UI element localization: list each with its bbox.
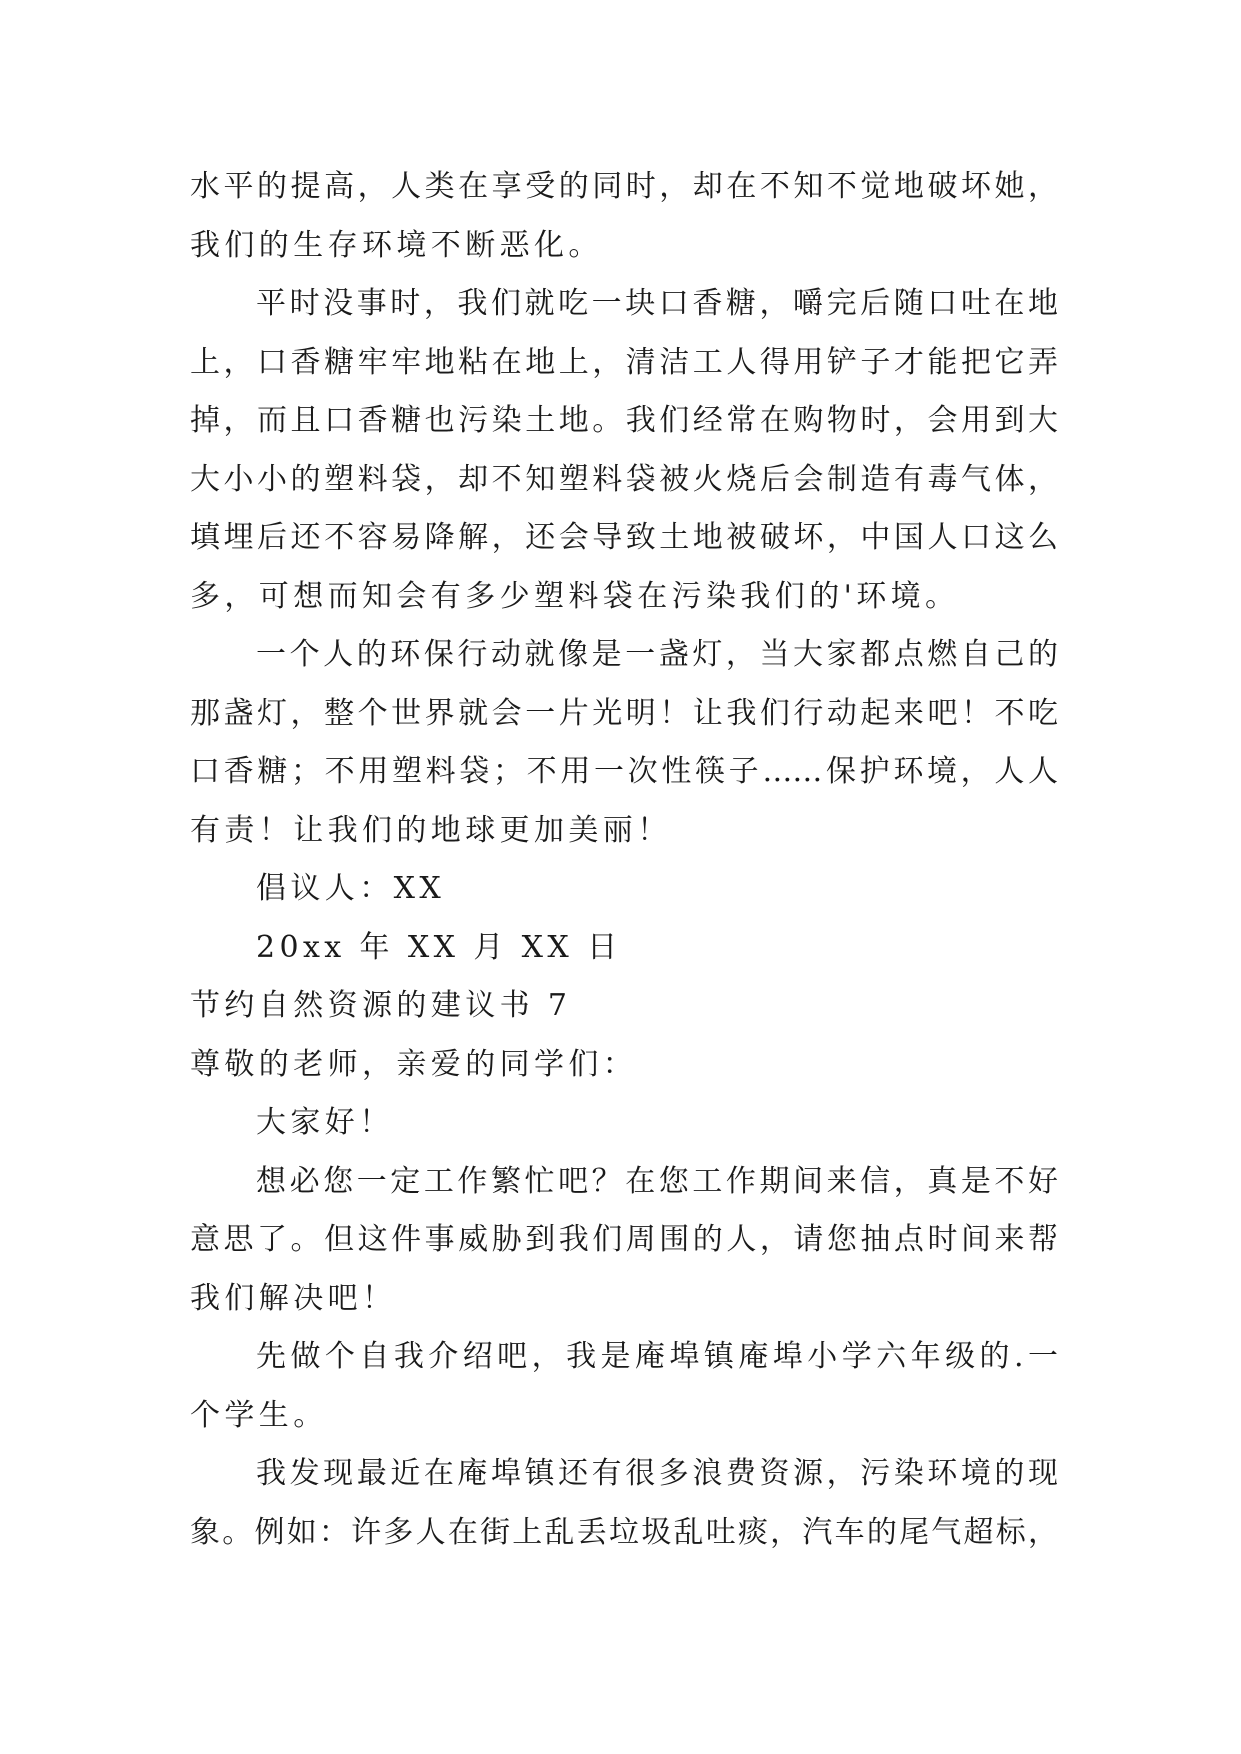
text-line: 上，口香糖牢牢地粘在地上，清洁工人得用铲子才能把它弄: [190, 344, 1058, 380]
text-line: 填埋后还不容易降解，还会导致土地被破坏，中国人口这么: [190, 520, 1058, 555]
text-line: 我们的生存环境不断恶化。: [190, 227, 603, 263]
text-line: 节约自然资源的建议书 7: [190, 988, 572, 1023]
text-line: 一个人的环保行动就像是一盏灯，当大家都点燃自己的: [256, 637, 1058, 672]
text-line: 大小小的塑料袋，却不知塑料袋被火烧后会制造有毒气体，: [190, 461, 1058, 497]
text-line: 想必您一定工作繁忙吧？在您工作期间来信，真是不好: [256, 1163, 1058, 1199]
document-body: [190, 158, 1058, 1562]
text-line: 个学生。: [190, 1397, 328, 1433]
text-line: 倡议人：XX: [256, 871, 446, 906]
text-line: 有责！让我们的地球更加美丽！: [190, 812, 672, 848]
text-line: 意思了。但这件事威胁到我们周围的人，请您抽点时间来帮: [190, 1222, 1058, 1257]
text-line: 平时没事时，我们就吃一块口香糖，嚼完后随口吐在地: [256, 286, 1058, 321]
text-line: 大家好！: [256, 1105, 394, 1140]
text-line: 20xx 年 XX 月 XX 日: [256, 929, 622, 965]
text-line: 尊敬的老师，亲爱的同学们：: [190, 1046, 638, 1082]
text-line: 我们解决吧！: [190, 1280, 397, 1316]
text-line: 我发现最近在庵埠镇还有很多浪费资源，污染环境的现: [256, 1456, 1058, 1491]
text-line: 水平的提高，人类在享受的同时，却在不知不觉地破坏她，: [190, 169, 1058, 204]
text-line: 象。例如：许多人在街上乱丢垃圾乱吐痰，汽车的尾气超标，: [190, 1514, 1058, 1550]
text-line: 口香糖；不用塑料袋；不用一次性筷子……保护环境，人人: [190, 754, 1058, 789]
text-line: 多，可想而知会有多少塑料袋在污染我们的'环境。: [190, 578, 960, 614]
text-line: 先做个自我介绍吧，我是庵埠镇庵埠小学六年级的.一: [256, 1339, 1058, 1374]
text-line: 掉，而且口香糖也污染土地。我们经常在购物时，会用到大: [190, 403, 1058, 438]
text-line: 那盏灯，整个世界就会一片光明！让我们行动起来吧！不吃: [190, 695, 1058, 731]
